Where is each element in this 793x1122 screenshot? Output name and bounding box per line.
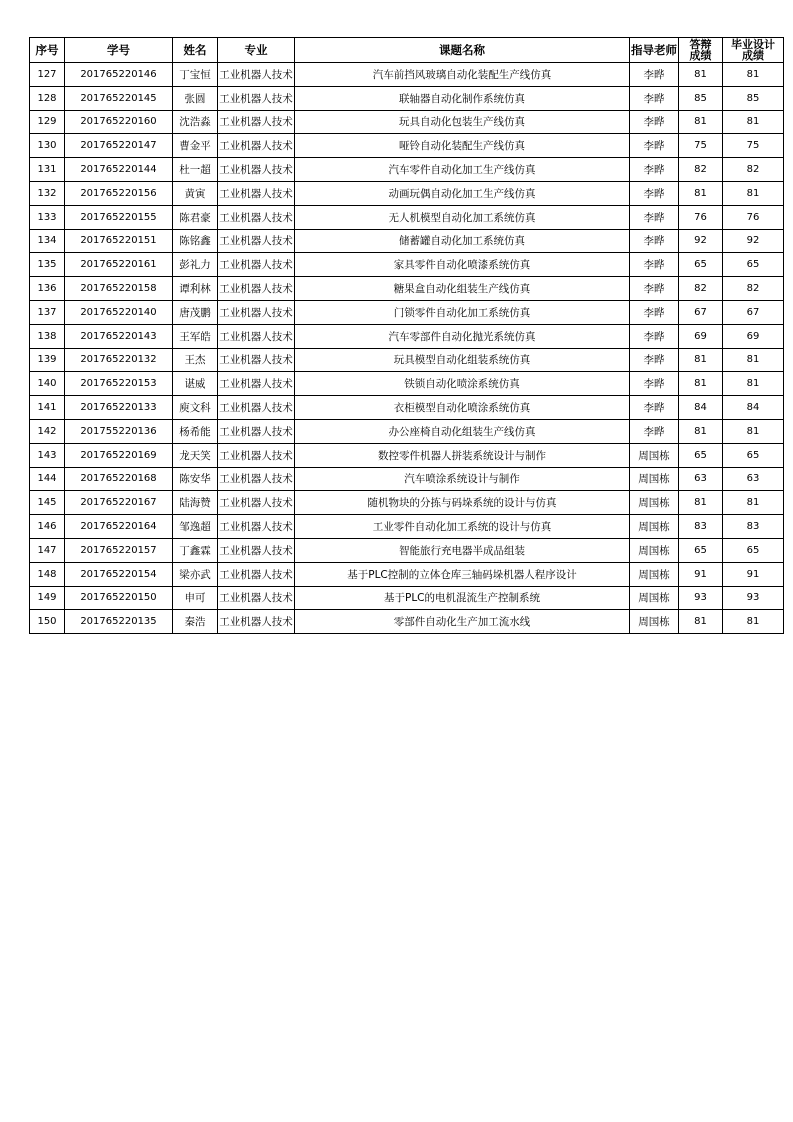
cell-major: 工业机器人技术 [218,491,295,515]
cell-topic: 汽车前挡风玻璃自动化装配生产线仿真 [295,63,630,87]
cell-advisor: 李晔 [630,253,679,277]
cell-advisor: 李晔 [630,86,679,110]
cell-student-id: 201765220158 [65,277,173,301]
cell-advisor: 李晔 [630,110,679,134]
cell-major: 工业机器人技术 [218,586,295,610]
cell-no: 147 [30,538,65,562]
table-row [30,205,784,229]
cell-name: 沈浩淼 [173,110,218,134]
cell-advisor: 周国栋 [630,467,679,491]
cell-topic: 零部件自动化生产加工流水线 [295,610,630,634]
cell-advisor: 周国栋 [630,562,679,586]
cell-topic: 动画玩偶自动化加工生产线仿真 [295,181,630,205]
cell-major: 工业机器人技术 [218,229,295,253]
header-advisor: 指导老师 [630,38,679,63]
table-row [30,419,784,443]
cell-name: 龙天笑 [173,443,218,467]
table-row [30,253,784,277]
cell-advisor: 李晔 [630,277,679,301]
cell-design-score: 81 [723,610,784,634]
table-row [30,134,784,158]
cell-name: 曹金平 [173,134,218,158]
header-defense-score: 答辩 成绩 [679,38,723,63]
cell-student-id: 201765220167 [65,491,173,515]
cell-student-id: 201765220150 [65,586,173,610]
cell-design-score: 84 [723,396,784,420]
cell-design-score: 92 [723,229,784,253]
cell-topic: 基于PLC的电机混流生产控制系统 [295,586,630,610]
cell-student-id: 201765220164 [65,515,173,539]
cell-advisor: 周国栋 [630,586,679,610]
cell-defense-score: 82 [679,158,723,182]
cell-name: 杨希能 [173,419,218,443]
cell-student-id: 201765220160 [65,110,173,134]
header-student-id: 学号 [65,38,173,63]
cell-no: 136 [30,277,65,301]
cell-defense-score: 67 [679,300,723,324]
cell-no: 138 [30,324,65,348]
cell-design-score: 93 [723,586,784,610]
cell-topic: 哑铃自动化装配生产线仿真 [295,134,630,158]
cell-advisor: 李晔 [630,229,679,253]
header-no: 序号 [30,38,65,63]
cell-defense-score: 81 [679,63,723,87]
table-row [30,515,784,539]
cell-advisor: 李晔 [630,134,679,158]
cell-defense-score: 63 [679,467,723,491]
table-row [30,110,784,134]
cell-student-id: 201765220135 [65,610,173,634]
cell-topic: 汽车零部件自动化抛光系统仿真 [295,324,630,348]
cell-name: 彭礼力 [173,253,218,277]
cell-advisor: 李晔 [630,396,679,420]
cell-no: 144 [30,467,65,491]
cell-topic: 汽车喷涂系统设计与制作 [295,467,630,491]
cell-major: 工业机器人技术 [218,110,295,134]
cell-advisor: 李晔 [630,419,679,443]
header-topic: 课题名称 [295,38,630,63]
cell-student-id: 201765220169 [65,443,173,467]
table-row [30,86,784,110]
cell-design-score: 65 [723,253,784,277]
cell-major: 工业机器人技术 [218,562,295,586]
cell-major: 工业机器人技术 [218,348,295,372]
cell-major: 工业机器人技术 [218,515,295,539]
table-row [30,324,784,348]
cell-advisor: 李晔 [630,205,679,229]
cell-name: 丁宝恒 [173,63,218,87]
cell-name: 王军皓 [173,324,218,348]
cell-defense-score: 65 [679,443,723,467]
cell-no: 139 [30,348,65,372]
cell-student-id: 201765220161 [65,253,173,277]
cell-name: 王杰 [173,348,218,372]
cell-major: 工业机器人技术 [218,158,295,182]
cell-defense-score: 81 [679,610,723,634]
cell-student-id: 201765220154 [65,562,173,586]
cell-name: 庾文科 [173,396,218,420]
cell-design-score: 65 [723,443,784,467]
cell-defense-score: 65 [679,538,723,562]
cell-design-score: 63 [723,467,784,491]
cell-major: 工业机器人技术 [218,63,295,87]
cell-no: 129 [30,110,65,134]
cell-topic: 衣柜模型自动化喷涂系统仿真 [295,396,630,420]
cell-student-id: 201765220157 [65,538,173,562]
table-row [30,467,784,491]
cell-topic: 储蓄罐自动化加工系统仿真 [295,229,630,253]
cell-defense-score: 91 [679,562,723,586]
table-row [30,586,784,610]
cell-design-score: 81 [723,110,784,134]
cell-no: 137 [30,300,65,324]
cell-no: 127 [30,63,65,87]
table-row [30,300,784,324]
cell-advisor: 周国栋 [630,515,679,539]
cell-no: 143 [30,443,65,467]
cell-design-score: 81 [723,491,784,515]
cell-defense-score: 84 [679,396,723,420]
cell-design-score: 83 [723,515,784,539]
cell-no: 133 [30,205,65,229]
cell-major: 工业机器人技术 [218,300,295,324]
cell-no: 135 [30,253,65,277]
cell-student-id: 201765220133 [65,396,173,420]
cell-major: 工业机器人技术 [218,324,295,348]
cell-name: 谌威 [173,372,218,396]
cell-no: 148 [30,562,65,586]
cell-topic: 无人机模型自动化加工系统仿真 [295,205,630,229]
cell-advisor: 李晔 [630,348,679,372]
cell-name: 陆海赞 [173,491,218,515]
cell-no: 141 [30,396,65,420]
cell-advisor: 周国栋 [630,538,679,562]
table-row [30,443,784,467]
cell-topic: 工业零件自动化加工系统的设计与仿真 [295,515,630,539]
cell-defense-score: 85 [679,86,723,110]
cell-defense-score: 83 [679,515,723,539]
cell-student-id: 201765220132 [65,348,173,372]
cell-name: 杜一超 [173,158,218,182]
cell-design-score: 81 [723,63,784,87]
cell-major: 工业机器人技术 [218,419,295,443]
table-row [30,181,784,205]
cell-no: 128 [30,86,65,110]
cell-advisor: 李晔 [630,324,679,348]
cell-student-id: 201755220136 [65,419,173,443]
table-row [30,229,784,253]
cell-student-id: 201765220146 [65,63,173,87]
cell-no: 146 [30,515,65,539]
cell-design-score: 81 [723,419,784,443]
cell-defense-score: 81 [679,181,723,205]
cell-design-score: 82 [723,158,784,182]
header-row [30,38,784,63]
cell-defense-score: 81 [679,491,723,515]
table-row [30,396,784,420]
cell-student-id: 201765220140 [65,300,173,324]
cell-advisor: 周国栋 [630,491,679,515]
cell-major: 工业机器人技术 [218,396,295,420]
table-row [30,562,784,586]
cell-student-id: 201765220156 [65,181,173,205]
cell-topic: 基于PLC控制的立体仓库三轴码垛机器人程序设计 [295,562,630,586]
table-row [30,610,784,634]
cell-student-id: 201765220144 [65,158,173,182]
cell-advisor: 李晔 [630,63,679,87]
cell-advisor: 周国栋 [630,443,679,467]
cell-defense-score: 65 [679,253,723,277]
cell-defense-score: 81 [679,110,723,134]
cell-name: 黄寅 [173,181,218,205]
cell-defense-score: 69 [679,324,723,348]
cell-major: 工业机器人技术 [218,253,295,277]
cell-design-score: 76 [723,205,784,229]
table-row [30,63,784,87]
cell-defense-score: 75 [679,134,723,158]
table-row [30,158,784,182]
cell-defense-score: 81 [679,372,723,396]
cell-student-id: 201765220153 [65,372,173,396]
cell-design-score: 81 [723,372,784,396]
cell-topic: 随机物块的分拣与码垛系统的设计与仿真 [295,491,630,515]
cell-design-score: 91 [723,562,784,586]
cell-student-id: 201765220151 [65,229,173,253]
cell-defense-score: 76 [679,205,723,229]
header-name: 姓名 [173,38,218,63]
cell-major: 工业机器人技术 [218,610,295,634]
cell-no: 145 [30,491,65,515]
cell-major: 工业机器人技术 [218,538,295,562]
cell-topic: 数控零件机器人拼装系统设计与制作 [295,443,630,467]
cell-name: 邹逸超 [173,515,218,539]
cell-no: 142 [30,419,65,443]
cell-design-score: 81 [723,181,784,205]
header-major: 专业 [218,38,295,63]
cell-major: 工业机器人技术 [218,86,295,110]
cell-no: 132 [30,181,65,205]
cell-defense-score: 81 [679,419,723,443]
cell-design-score: 65 [723,538,784,562]
cell-no: 149 [30,586,65,610]
cell-topic: 家具零件自动化喷漆系统仿真 [295,253,630,277]
grades-table [29,37,784,634]
cell-advisor: 李晔 [630,181,679,205]
cell-advisor: 李晔 [630,300,679,324]
grades-sheet [29,37,775,634]
cell-topic: 玩具模型自动化组装系统仿真 [295,348,630,372]
cell-name: 陈安华 [173,467,218,491]
cell-defense-score: 92 [679,229,723,253]
cell-no: 134 [30,229,65,253]
cell-major: 工业机器人技术 [218,443,295,467]
cell-design-score: 69 [723,324,784,348]
table-body [30,63,784,634]
cell-major: 工业机器人技术 [218,372,295,396]
cell-design-score: 81 [723,348,784,372]
cell-topic: 联轴器自动化制作系统仿真 [295,86,630,110]
cell-name: 张圆 [173,86,218,110]
cell-name: 谭利林 [173,277,218,301]
cell-design-score: 67 [723,300,784,324]
cell-topic: 铁锁自动化喷涂系统仿真 [295,372,630,396]
cell-advisor: 李晔 [630,372,679,396]
table-row [30,372,784,396]
cell-name: 丁鑫霖 [173,538,218,562]
cell-defense-score: 81 [679,348,723,372]
cell-student-id: 201765220145 [65,86,173,110]
cell-name: 秦浩 [173,610,218,634]
cell-major: 工业机器人技术 [218,181,295,205]
cell-major: 工业机器人技术 [218,134,295,158]
cell-name: 陈铭鑫 [173,229,218,253]
cell-name: 梁亦武 [173,562,218,586]
cell-topic: 办公座椅自动化组装生产线仿真 [295,419,630,443]
cell-topic: 汽车零件自动化加工生产线仿真 [295,158,630,182]
cell-topic: 糖果盒自动化组装生产线仿真 [295,277,630,301]
cell-name: 申可 [173,586,218,610]
cell-no: 140 [30,372,65,396]
table-row [30,491,784,515]
cell-no: 131 [30,158,65,182]
cell-design-score: 85 [723,86,784,110]
cell-student-id: 201765220143 [65,324,173,348]
cell-advisor: 周国栋 [630,610,679,634]
cell-major: 工业机器人技术 [218,277,295,301]
cell-defense-score: 93 [679,586,723,610]
table-row [30,348,784,372]
cell-advisor: 李晔 [630,158,679,182]
cell-major: 工业机器人技术 [218,467,295,491]
cell-design-score: 82 [723,277,784,301]
header-design-score: 毕业设计 成绩 [723,38,784,63]
cell-no: 130 [30,134,65,158]
cell-name: 唐茂鹏 [173,300,218,324]
cell-student-id: 201765220147 [65,134,173,158]
table-row [30,538,784,562]
cell-topic: 门锁零件自动化加工系统仿真 [295,300,630,324]
cell-no: 150 [30,610,65,634]
cell-defense-score: 82 [679,277,723,301]
cell-major: 工业机器人技术 [218,205,295,229]
cell-student-id: 201765220155 [65,205,173,229]
table-row [30,277,784,301]
cell-topic: 玩具自动化包装生产线仿真 [295,110,630,134]
cell-student-id: 201765220168 [65,467,173,491]
cell-design-score: 75 [723,134,784,158]
cell-name: 陈君豪 [173,205,218,229]
cell-topic: 智能旅行充电器半成品组装 [295,538,630,562]
